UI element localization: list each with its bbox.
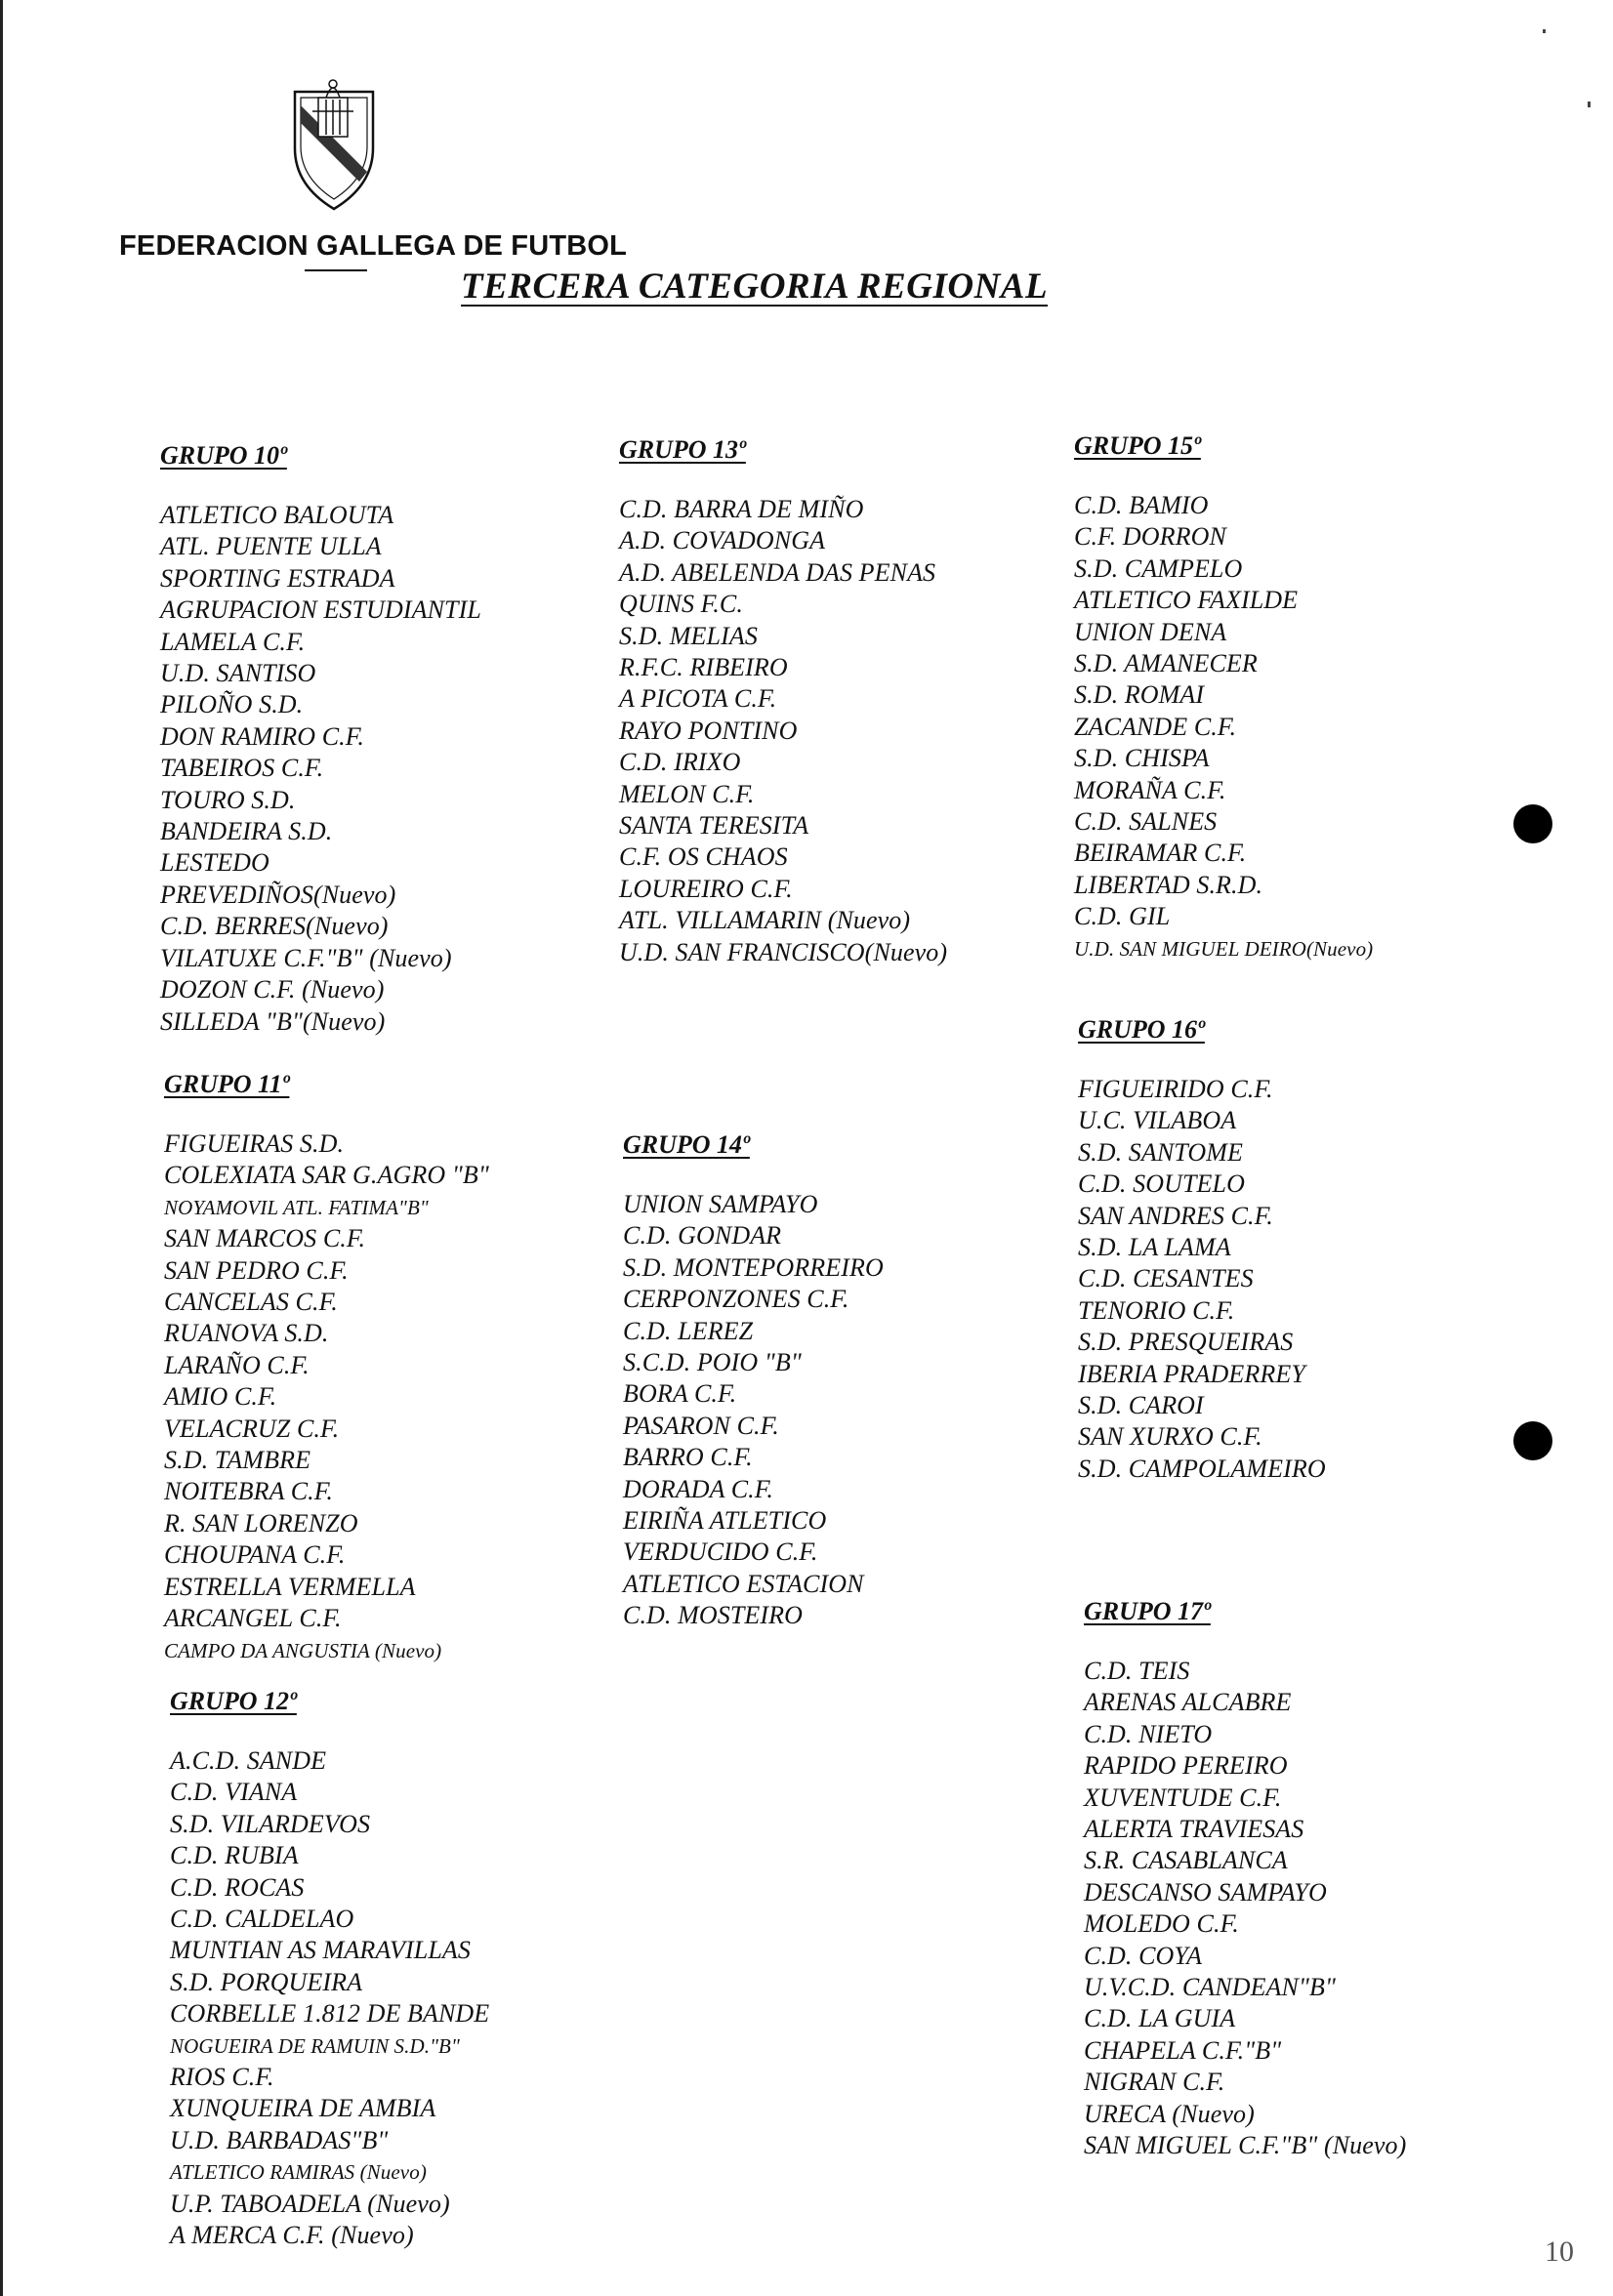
club-item: S.D. CAMPOLAMEIRO xyxy=(1078,1454,1326,1483)
group-10 xyxy=(160,441,481,1038)
club-item: C.D. IRIXO xyxy=(619,748,741,777)
club-item: LIBERTAD S.R.D. xyxy=(1074,870,1263,899)
club-item: SAN MIGUEL C.F."B" (Nuevo) xyxy=(1084,2131,1407,2160)
club-item: A.D. ABELENDA DAS PENAS xyxy=(619,557,936,587)
club-item: S.D. PRESQUEIRAS xyxy=(1078,1328,1294,1357)
club-item: FIGUEIRAS S.D. xyxy=(164,1129,345,1158)
club-item: R. SAN LORENZO xyxy=(164,1508,358,1538)
club-item: U.D. SAN FRANCISCO(Nuevo) xyxy=(619,937,948,966)
group-title: GRUPO 11º xyxy=(164,1070,290,1098)
scan-speck xyxy=(1588,102,1591,107)
club-item: TABEIROS C.F. xyxy=(160,754,324,783)
club-item: RAYO PONTINO xyxy=(619,716,798,745)
club-item: C.D. LA GUIA xyxy=(1084,2004,1236,2033)
club-item: SAN XURXO C.F. xyxy=(1078,1422,1262,1452)
club-item: C.D. TEIS xyxy=(1084,1657,1190,1685)
club-item: CORBELLE 1.812 DE BANDE xyxy=(170,1999,490,2029)
club-item: A PICOTA C.F. xyxy=(619,684,777,714)
club-item: TENORIO C.F. xyxy=(1078,1295,1235,1325)
club-item: TOURO S.D. xyxy=(160,785,296,814)
group-11 xyxy=(164,1070,489,1666)
group-12 xyxy=(170,1687,489,2252)
club-item: UNION DENA xyxy=(1074,617,1227,646)
club-item: S.D. MELIAS xyxy=(619,621,758,650)
club-item: PASARON C.F. xyxy=(623,1411,779,1440)
club-item: S.R. CASABLANCA xyxy=(1084,1846,1288,1875)
club-item: BARRO C.F. xyxy=(623,1443,753,1472)
group-14 xyxy=(623,1130,884,1632)
club-item: U.D. SAN MIGUEL DEIRO(Nuevo) xyxy=(1074,936,1374,961)
club-item: C.D. SALNES xyxy=(1074,807,1218,837)
club-item: C.D. ROCAS xyxy=(170,1872,305,1902)
club-item: ATL. PUENTE ULLA xyxy=(160,532,382,561)
club-item: SILLEDA "B"(Nuevo) xyxy=(160,1006,386,1036)
club-item: C.D. SOUTELO xyxy=(1078,1169,1245,1199)
club-item: A.D. COVADONGA xyxy=(619,526,826,555)
group-title: GRUPO 12º xyxy=(170,1687,297,1715)
club-item: C.D. COYA xyxy=(1084,1941,1203,1970)
group-17 xyxy=(1084,1597,1406,2162)
organization-name: FEDERACION GALLEGA DE FUTBOL xyxy=(119,230,628,262)
club-item: URECA (Nuevo) xyxy=(1084,2099,1255,2128)
group-title: GRUPO 14º xyxy=(623,1130,750,1159)
club-item: U.D. SANTISO xyxy=(160,659,316,688)
club-item: U.P. TABOADELA (Nuevo) xyxy=(170,2189,450,2218)
club-item: S.D. LA LAMA xyxy=(1078,1233,1231,1262)
club-item: ALERTA TRAVIESAS xyxy=(1084,1815,1304,1844)
club-item: LOUREIRO C.F. xyxy=(619,874,793,903)
club-item: SAN ANDRES C.F. xyxy=(1078,1201,1273,1230)
scan-speck xyxy=(1543,29,1546,33)
club-item: S.C.D. POIO "B" xyxy=(623,1348,802,1377)
club-item: S.D. SANTOME xyxy=(1078,1137,1244,1167)
club-item: BANDEIRA S.D. xyxy=(160,817,333,846)
page-title: TERCERA CATEGORIA REGIONAL xyxy=(461,266,1049,307)
club-item: C.D. LEREZ xyxy=(623,1316,754,1345)
club-item: ATLETICO ESTACION xyxy=(623,1569,864,1598)
club-item: FIGUEIRIDO C.F. xyxy=(1078,1075,1273,1103)
punch-hole xyxy=(1513,804,1552,843)
scan-edge xyxy=(0,0,3,2296)
group-title: GRUPO 13º xyxy=(619,435,746,464)
group-title: GRUPO 10º xyxy=(160,441,287,470)
club-item: SPORTING ESTRADA xyxy=(160,563,395,593)
club-item: C.D. GIL xyxy=(1074,902,1171,931)
club-item: ARCANGEL C.F. xyxy=(164,1604,342,1633)
club-item: COLEXIATA SAR G.AGRO "B" xyxy=(164,1161,489,1190)
club-item: C.F. DORRON xyxy=(1074,522,1226,552)
club-item: ESTRELLA VERMELLA xyxy=(164,1572,416,1601)
club-item: BEIRAMAR C.F. xyxy=(1074,839,1247,868)
club-item: NOYAMOVIL ATL. FATIMA"B" xyxy=(164,1195,429,1219)
club-item: XUVENTUDE C.F. xyxy=(1084,1783,1282,1812)
club-item: S.D. PORQUEIRA xyxy=(170,1967,363,1996)
club-item: S.D. MONTEPORREIRO xyxy=(623,1252,884,1282)
club-item: MUNTIAN AS MARAVILLAS xyxy=(170,1936,471,1965)
club-item: EIRIÑA ATLETICO xyxy=(623,1506,827,1536)
club-item: ATLETICO RAMIRAS (Nuevo) xyxy=(170,2160,427,2185)
club-item: ATL. VILLAMARIN (Nuevo) xyxy=(619,906,911,935)
club-item: ATLETICO BALOUTA xyxy=(160,501,394,529)
club-item: S.D. TAMBRE xyxy=(164,1446,311,1475)
club-item: S.D. CAROI xyxy=(1078,1391,1204,1420)
club-item: C.D. BAMIO xyxy=(1074,491,1209,519)
club-item: C.D. BARRA DE MIÑO xyxy=(619,495,864,523)
group-13 xyxy=(619,435,947,968)
club-item: C.D. RUBIA xyxy=(170,1841,299,1870)
club-item: RAPIDO PEREIRO xyxy=(1084,1751,1288,1781)
club-item: SAN PEDRO C.F. xyxy=(164,1255,349,1285)
group-title: GRUPO 15º xyxy=(1074,431,1201,460)
club-item: C.D. BERRES(Nuevo) xyxy=(160,912,389,941)
club-item: A MERCA C.F. (Nuevo) xyxy=(170,2221,414,2250)
club-item: QUINS F.C. xyxy=(619,590,743,619)
group-15 xyxy=(1074,431,1373,964)
club-item: LAMELA C.F. xyxy=(160,627,306,656)
club-item: VERDUCIDO C.F. xyxy=(623,1538,818,1567)
federation-crest-icon xyxy=(289,76,379,213)
club-item: ARENAS ALCABRE xyxy=(1084,1688,1292,1717)
club-item: DON RAMIRO C.F. xyxy=(160,721,365,751)
club-item: A.C.D. SANDE xyxy=(170,1746,327,1775)
club-item: NOITEBRA C.F. xyxy=(164,1477,333,1506)
club-item: LESTEDO xyxy=(160,848,269,878)
group-title: GRUPO 16º xyxy=(1078,1015,1205,1044)
club-item: CANCELAS C.F. xyxy=(164,1288,338,1317)
club-item: PREVEDIÑOS(Nuevo) xyxy=(160,880,396,909)
club-item: C.F. OS CHAOS xyxy=(619,842,788,872)
club-item: C.D. CESANTES xyxy=(1078,1264,1254,1293)
club-item: S.D. CAMPELO xyxy=(1074,554,1243,583)
club-item: NIGRAN C.F. xyxy=(1084,2068,1225,2097)
club-item: PILOÑO S.D. xyxy=(160,690,304,719)
club-item: C.D. NIETO xyxy=(1084,1719,1213,1748)
club-item: C.D. GONDAR xyxy=(623,1221,782,1250)
club-item: U.D. BARBADAS"B" xyxy=(170,2125,389,2154)
club-item: UNION SAMPAYO xyxy=(623,1190,818,1218)
club-item: LARAÑO C.F. xyxy=(164,1350,310,1379)
club-item: ATLETICO FAXILDE xyxy=(1074,586,1299,615)
club-item: DOZON C.F. (Nuevo) xyxy=(160,975,385,1004)
club-item: MELON C.F. xyxy=(619,779,755,808)
group-title: GRUPO 17º xyxy=(1084,1597,1211,1625)
club-item: BORA C.F. xyxy=(623,1379,737,1409)
group-16 xyxy=(1078,1015,1326,1485)
club-item: AGRUPACION ESTUDIANTIL xyxy=(160,595,481,625)
club-item: CHAPELA C.F."B" xyxy=(1084,2035,1282,2065)
club-item: S.D. ROMAI xyxy=(1074,680,1205,710)
club-item: MORAÑA C.F. xyxy=(1074,775,1226,804)
club-item: C.D. CALDELAO xyxy=(170,1905,354,1934)
club-item: S.D. CHISPA xyxy=(1074,744,1210,773)
club-item: NOGUEIRA DE RAMUIN S.D."B" xyxy=(170,2033,460,2058)
club-item: AMIO C.F. xyxy=(164,1382,277,1412)
club-item: S.D. VILARDEVOS xyxy=(170,1809,371,1838)
club-item: IBERIA PRADERREY xyxy=(1078,1359,1305,1388)
club-item: SANTA TERESITA xyxy=(619,811,809,840)
page-number: 10 xyxy=(1545,2235,1574,2268)
club-item: S.D. AMANECER xyxy=(1074,649,1258,678)
club-item: MOLEDO C.F. xyxy=(1084,1909,1239,1939)
club-item: CHOUPANA C.F. xyxy=(164,1540,346,1570)
club-item: DESCANSO SAMPAYO xyxy=(1084,1877,1327,1906)
club-item: C.D. MOSTEIRO xyxy=(623,1601,804,1630)
club-item: U.C. VILABOA xyxy=(1078,1106,1237,1135)
club-item: RIOS C.F. xyxy=(170,2063,274,2092)
club-item: SAN MARCOS C.F. xyxy=(164,1224,366,1253)
club-item: RUANOVA S.D. xyxy=(164,1319,329,1348)
club-item: U.V.C.D. CANDEAN"B" xyxy=(1084,1973,1336,2002)
club-item: VILATUXE C.F."B" (Nuevo) xyxy=(160,943,452,972)
club-item: R.F.C. RIBEIRO xyxy=(619,653,788,682)
divider xyxy=(305,269,367,271)
club-item: C.D. VIANA xyxy=(170,1778,298,1807)
club-item: XUNQUEIRA DE AMBIA xyxy=(170,2094,436,2123)
club-item: VELACRUZ C.F. xyxy=(164,1414,340,1443)
club-item: DORADA C.F. xyxy=(623,1474,773,1503)
club-item: CERPONZONES C.F. xyxy=(623,1285,849,1314)
club-item: CAMPO DA ANGUSTIA (Nuevo) xyxy=(164,1638,442,1662)
punch-hole xyxy=(1513,1421,1552,1460)
club-item: ZACANDE C.F. xyxy=(1074,712,1237,741)
